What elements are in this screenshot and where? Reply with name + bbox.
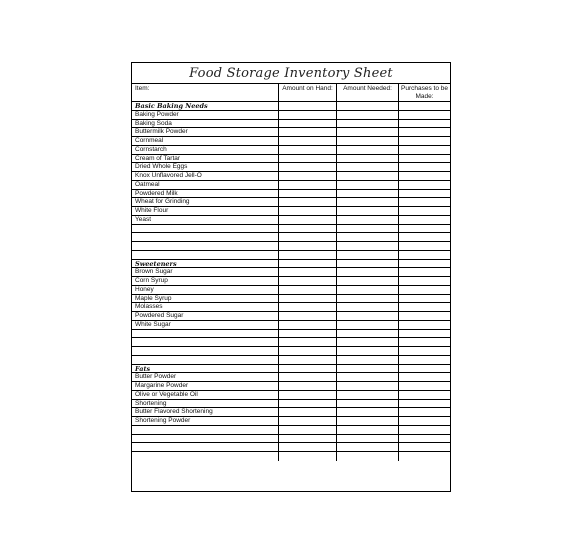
table-cell[interactable] [337, 338, 399, 346]
table-row [132, 128, 450, 137]
table-cell[interactable] [279, 198, 337, 206]
item-name: White Flour [132, 207, 279, 215]
table-cell[interactable] [337, 408, 399, 416]
header-amount-on-hand: Amount on Hand: [279, 84, 337, 101]
item-name [132, 225, 279, 233]
item-name: Honey [132, 286, 279, 294]
table-cell[interactable] [337, 146, 399, 154]
table-cell[interactable] [337, 172, 399, 180]
table-cell[interactable] [279, 146, 337, 154]
table-row [132, 172, 450, 181]
table-cell[interactable] [337, 382, 399, 390]
table-row [132, 181, 450, 190]
table-cell[interactable] [399, 365, 450, 373]
section-row [132, 102, 450, 111]
table-cell[interactable] [399, 120, 450, 128]
table-row [132, 330, 450, 339]
item-name [132, 426, 279, 434]
table-cell[interactable] [337, 417, 399, 425]
table-cell[interactable] [399, 190, 450, 198]
section-row [132, 260, 450, 269]
table-cell[interactable] [337, 268, 399, 276]
table-cell[interactable] [399, 330, 450, 338]
item-name: Cornstarch [132, 146, 279, 154]
table-row [132, 163, 450, 172]
table-cell[interactable] [337, 225, 399, 233]
table-cell[interactable] [399, 312, 450, 320]
table-cell[interactable] [279, 382, 337, 390]
table-cell[interactable] [279, 225, 337, 233]
item-name: Corn Syrup [132, 277, 279, 285]
table-cell[interactable] [399, 251, 450, 259]
item-name: Cornmeal [132, 137, 279, 145]
table-cell[interactable] [399, 163, 450, 171]
item-name: Butter Flavored Shortening [132, 408, 279, 416]
item-name: Brown Sugar [132, 268, 279, 276]
item-name [132, 435, 279, 443]
table-cell[interactable] [337, 242, 399, 250]
table-row [132, 286, 450, 295]
table-cell[interactable] [399, 216, 450, 224]
table-cell[interactable] [337, 102, 399, 110]
item-name: Dried Whole Eggs [132, 163, 279, 171]
table-cell[interactable] [337, 251, 399, 259]
table-cell[interactable] [337, 330, 399, 338]
item-name: White Sugar [132, 321, 279, 329]
table-cell[interactable] [399, 277, 450, 285]
table-cell[interactable] [337, 373, 399, 381]
table-cell[interactable] [399, 268, 450, 276]
table-cell[interactable] [399, 400, 450, 408]
item-name: Baking Powder [132, 111, 279, 119]
table-cell[interactable] [399, 286, 450, 294]
table-cell[interactable] [399, 303, 450, 311]
table-row [132, 426, 450, 435]
table-cell[interactable] [279, 277, 337, 285]
table-cell[interactable] [279, 260, 337, 268]
item-name [132, 330, 279, 338]
inventory-sheet [131, 62, 451, 492]
item-name [132, 452, 279, 461]
item-name: Molasses [132, 303, 279, 311]
table-row [132, 111, 450, 120]
table-cell[interactable] [279, 251, 337, 259]
table-cell[interactable] [279, 137, 337, 145]
table-row [132, 146, 450, 155]
table-cell[interactable] [337, 303, 399, 311]
table-cell[interactable] [399, 207, 450, 215]
table-cell[interactable] [337, 190, 399, 198]
table-cell[interactable] [399, 373, 450, 381]
item-name: Powdered Sugar [132, 312, 279, 320]
table-cell[interactable] [399, 137, 450, 145]
table-cell[interactable] [279, 286, 337, 294]
table-row [132, 443, 450, 452]
item-name [132, 233, 279, 241]
table-cell[interactable] [279, 190, 337, 198]
item-name [132, 242, 279, 250]
table-cell[interactable] [337, 111, 399, 119]
table-cell[interactable] [399, 435, 450, 443]
table-row [132, 190, 450, 199]
section-title: Fats [132, 365, 279, 373]
table-row [132, 356, 450, 365]
table-cell[interactable] [399, 347, 450, 355]
table-cell[interactable] [279, 365, 337, 373]
table-cell[interactable] [279, 356, 337, 364]
table-cell[interactable] [279, 242, 337, 250]
table-cell[interactable] [279, 102, 337, 110]
table-cell[interactable] [399, 111, 450, 119]
table-cell[interactable] [399, 338, 450, 346]
table-row [132, 216, 450, 225]
table-cell[interactable] [337, 443, 399, 451]
table-row [132, 295, 450, 304]
table-cell[interactable] [399, 242, 450, 250]
header-item: Item: [132, 84, 279, 101]
table-row [132, 452, 450, 461]
table-row [132, 391, 450, 400]
table-cell[interactable] [399, 155, 450, 163]
table-row [132, 400, 450, 409]
table-cell[interactable] [279, 312, 337, 320]
table-cell[interactable] [399, 356, 450, 364]
item-name: Shortening Powder [132, 417, 279, 425]
item-name: Oatmeal [132, 181, 279, 189]
item-name: Buttermilk Powder [132, 128, 279, 136]
table-cell[interactable] [337, 312, 399, 320]
table-cell[interactable] [337, 295, 399, 303]
table-cell[interactable] [399, 198, 450, 206]
item-name: Cream of Tartar [132, 155, 279, 163]
sheet-title: Food Storage Inventory Sheet [132, 63, 450, 84]
table-cell[interactable] [279, 111, 337, 119]
table-row [132, 242, 450, 251]
section-title: Sweeteners [132, 260, 279, 268]
table-cell[interactable] [279, 391, 337, 399]
table-cell[interactable] [279, 303, 337, 311]
table-row [132, 251, 450, 260]
table-cell[interactable] [279, 321, 337, 329]
table-row [132, 312, 450, 321]
item-name: Olive or Vegetable Oil [132, 391, 279, 399]
table-cell[interactable] [337, 181, 399, 189]
table-row [132, 233, 450, 242]
item-name: Baking Soda [132, 120, 279, 128]
table-cell[interactable] [399, 172, 450, 180]
table-cell[interactable] [337, 426, 399, 434]
table-cell[interactable] [279, 233, 337, 241]
item-name [132, 443, 279, 451]
table-row [132, 303, 450, 312]
table-cell[interactable] [399, 102, 450, 110]
table-cell[interactable] [279, 120, 337, 128]
item-name: Knox Unflavored Jell-O [132, 172, 279, 180]
table-row [132, 408, 450, 417]
table-cell[interactable] [399, 260, 450, 268]
table-cell[interactable] [279, 181, 337, 189]
item-name: Powdered Milk [132, 190, 279, 198]
table-row [132, 198, 450, 207]
section-row [132, 365, 450, 374]
table-cell[interactable] [279, 128, 337, 136]
table-row [132, 225, 450, 234]
table-cell[interactable] [279, 452, 337, 461]
table-cell[interactable] [399, 417, 450, 425]
table-cell[interactable] [279, 408, 337, 416]
item-name [132, 338, 279, 346]
table-cell[interactable] [337, 400, 399, 408]
table-cell[interactable] [337, 365, 399, 373]
table-row [132, 373, 450, 382]
table-cell[interactable] [337, 321, 399, 329]
table-cell[interactable] [337, 286, 399, 294]
table-cell[interactable] [279, 155, 337, 163]
item-name: Maple Syrup [132, 295, 279, 303]
table-cell[interactable] [399, 233, 450, 241]
table-cell[interactable] [279, 373, 337, 381]
table-cell[interactable] [337, 137, 399, 145]
table-cell[interactable] [279, 295, 337, 303]
table-cell[interactable] [337, 347, 399, 355]
table-cell[interactable] [337, 391, 399, 399]
table-cell[interactable] [279, 435, 337, 443]
table-cell[interactable] [337, 277, 399, 285]
item-name: Shortening [132, 400, 279, 408]
table-body [132, 102, 450, 461]
table-row [132, 137, 450, 146]
item-name [132, 347, 279, 355]
table-row [132, 417, 450, 426]
table-cell[interactable] [399, 426, 450, 434]
table-cell[interactable] [279, 338, 337, 346]
table-cell[interactable] [337, 452, 399, 461]
table-row [132, 435, 450, 444]
table-cell[interactable] [279, 417, 337, 425]
table-cell[interactable] [399, 321, 450, 329]
table-cell[interactable] [279, 426, 337, 434]
table-cell[interactable] [399, 181, 450, 189]
table-cell[interactable] [279, 216, 337, 224]
table-cell[interactable] [399, 295, 450, 303]
table-row [132, 338, 450, 347]
table-header [132, 84, 450, 102]
table-row [132, 120, 450, 129]
table-cell[interactable] [399, 391, 450, 399]
table-row [132, 347, 450, 356]
table-cell[interactable] [337, 128, 399, 136]
table-cell[interactable] [279, 330, 337, 338]
item-name: Wheat for Grinding [132, 198, 279, 206]
table-cell[interactable] [399, 146, 450, 154]
table-cell[interactable] [337, 163, 399, 171]
table-cell[interactable] [279, 172, 337, 180]
header-purchases: Purchases to be Made: [401, 85, 448, 100]
item-name: Yeast [132, 216, 279, 224]
table-cell[interactable] [399, 452, 450, 461]
table-cell[interactable] [279, 163, 337, 171]
table-cell[interactable] [399, 382, 450, 390]
header-amount-needed: Amount Needed: [337, 84, 399, 101]
table-row [132, 155, 450, 164]
table-cell[interactable] [279, 207, 337, 215]
table-cell[interactable] [337, 260, 399, 268]
table-cell[interactable] [279, 443, 337, 451]
table-row [132, 321, 450, 330]
table-cell[interactable] [279, 347, 337, 355]
table-cell[interactable] [399, 128, 450, 136]
table-row [132, 268, 450, 277]
table-cell[interactable] [337, 155, 399, 163]
table-cell[interactable] [399, 443, 450, 451]
table-cell[interactable] [337, 198, 399, 206]
table-row [132, 207, 450, 216]
table-cell[interactable] [279, 268, 337, 276]
item-name: Margarine Powder [132, 382, 279, 390]
table-row [132, 382, 450, 391]
table-cell[interactable] [337, 207, 399, 215]
table-cell[interactable] [337, 120, 399, 128]
item-name [132, 251, 279, 259]
table-cell[interactable] [279, 400, 337, 408]
table-cell[interactable] [337, 233, 399, 241]
table-cell[interactable] [337, 216, 399, 224]
item-name [132, 356, 279, 364]
table-cell[interactable] [399, 225, 450, 233]
item-name: Butter Powder [132, 373, 279, 381]
section-title: Basic Baking Needs [132, 102, 279, 110]
table-row [132, 277, 450, 286]
table-cell[interactable] [337, 356, 399, 364]
table-cell[interactable] [337, 435, 399, 443]
table-cell[interactable] [399, 408, 450, 416]
